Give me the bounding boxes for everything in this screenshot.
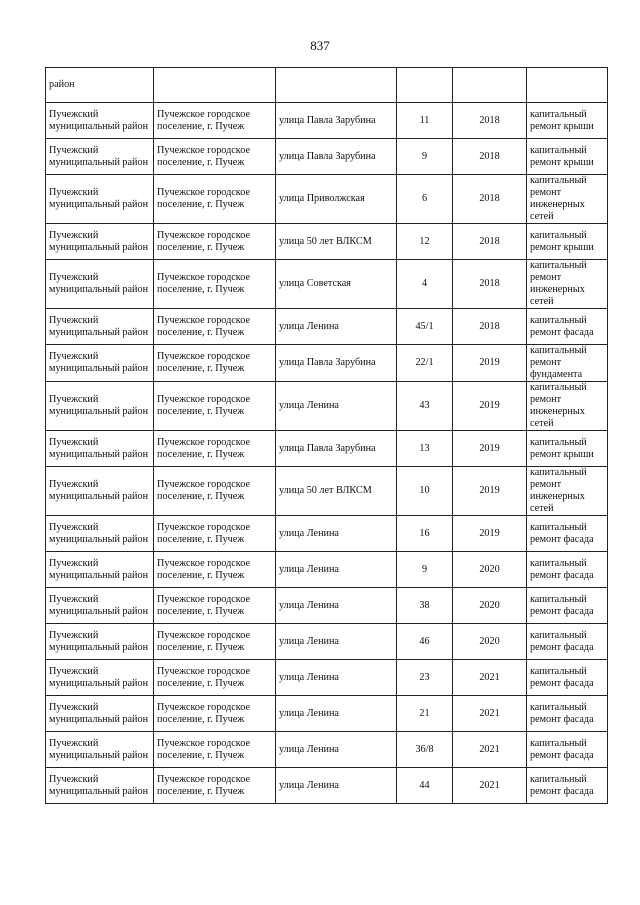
year-cell: 2018 [453, 309, 527, 345]
district-cell: Пучежский муниципальный район [46, 660, 154, 696]
house-cell: 43 [397, 382, 453, 431]
table-row [46, 467, 608, 516]
district-cell: район [46, 68, 154, 103]
street-cell: улица Ленина [276, 382, 397, 431]
district-cell: Пучежский муниципальный район [46, 260, 154, 309]
house-cell: 6 [397, 175, 453, 224]
year-cell: 2019 [453, 382, 527, 431]
street-cell: улица Ленина [276, 516, 397, 552]
work-cell: капитальный ремонт инженерных сетей [527, 175, 608, 224]
settlement-cell: Пучежское городское поселение, г. Пучеж [154, 260, 276, 309]
table-row [46, 624, 608, 660]
street-cell: улица Ленина [276, 552, 397, 588]
year-cell: 2021 [453, 768, 527, 804]
district-cell: Пучежский муниципальный район [46, 382, 154, 431]
settlement-cell: Пучежское городское поселение, г. Пучеж [154, 624, 276, 660]
street-cell [276, 68, 397, 103]
settlement-cell: Пучежское городское поселение, г. Пучеж [154, 696, 276, 732]
year-cell: 2019 [453, 431, 527, 467]
district-cell: Пучежский муниципальный район [46, 467, 154, 516]
year-cell: 2018 [453, 103, 527, 139]
district-cell: Пучежский муниципальный район [46, 696, 154, 732]
street-cell: улица Ленина [276, 696, 397, 732]
work-cell: капитальный ремонт фасада [527, 768, 608, 804]
work-cell: капитальный ремонт крыши [527, 224, 608, 260]
settlement-cell: Пучежское городское поселение, г. Пучеж [154, 139, 276, 175]
street-cell: улица Советская [276, 260, 397, 309]
work-cell: капитальный ремонт фасада [527, 309, 608, 345]
house-cell: 21 [397, 696, 453, 732]
street-cell: улица 50 лет ВЛКСМ [276, 224, 397, 260]
house-cell: 36/8 [397, 732, 453, 768]
page-number: 837 [310, 38, 330, 53]
settlement-cell: Пучежское городское поселение, г. Пучеж [154, 732, 276, 768]
house-cell [397, 68, 453, 103]
work-cell: капитальный ремонт инженерных сетей [527, 382, 608, 431]
work-cell: капитальный ремонт фундамента [527, 345, 608, 382]
table-row [46, 660, 608, 696]
district-cell: Пучежский муниципальный район [46, 309, 154, 345]
year-cell: 2018 [453, 175, 527, 224]
street-cell: улица Павла Зарубина [276, 103, 397, 139]
year-cell: 2020 [453, 588, 527, 624]
settlement-cell: Пучежское городское поселение, г. Пучеж [154, 103, 276, 139]
settlement-cell: Пучежское городское поселение, г. Пучеж [154, 768, 276, 804]
work-cell: капитальный ремонт крыши [527, 431, 608, 467]
house-cell: 13 [397, 431, 453, 467]
settlement-cell [154, 68, 276, 103]
settlement-cell: Пучежское городское поселение, г. Пучеж [154, 382, 276, 431]
settlement-cell: Пучежское городское поселение, г. Пучеж [154, 309, 276, 345]
settlement-cell: Пучежское городское поселение, г. Пучеж [154, 588, 276, 624]
table-row [46, 309, 608, 345]
street-cell: улица Ленина [276, 309, 397, 345]
district-cell: Пучежский муниципальный район [46, 552, 154, 588]
table-body [46, 68, 608, 804]
work-cell: капитальный ремонт фасада [527, 588, 608, 624]
house-cell: 38 [397, 588, 453, 624]
table-row [46, 516, 608, 552]
district-cell: Пучежский муниципальный район [46, 139, 154, 175]
district-cell: Пучежский муниципальный район [46, 624, 154, 660]
table-row [46, 139, 608, 175]
street-cell: улица Приволжская [276, 175, 397, 224]
house-cell: 46 [397, 624, 453, 660]
year-cell: 2018 [453, 260, 527, 309]
table-row [46, 588, 608, 624]
house-cell: 9 [397, 552, 453, 588]
year-cell: 2018 [453, 224, 527, 260]
work-cell: капитальный ремонт фасада [527, 516, 608, 552]
house-cell: 16 [397, 516, 453, 552]
year-cell: 2021 [453, 660, 527, 696]
table-row [46, 224, 608, 260]
street-cell: улица Ленина [276, 732, 397, 768]
house-cell: 4 [397, 260, 453, 309]
work-cell: капитальный ремонт фасада [527, 660, 608, 696]
year-cell: 2020 [453, 552, 527, 588]
settlement-cell: Пучежское городское поселение, г. Пучеж [154, 516, 276, 552]
work-cell: капитальный ремонт крыши [527, 139, 608, 175]
year-cell: 2021 [453, 696, 527, 732]
table-row [46, 345, 608, 382]
table-row [46, 696, 608, 732]
repair-schedule-table [45, 67, 608, 804]
work-cell: капитальный ремонт фасада [527, 732, 608, 768]
table-row [46, 431, 608, 467]
settlement-cell: Пучежское городское поселение, г. Пучеж [154, 345, 276, 382]
work-cell: капитальный ремонт инженерных сетей [527, 467, 608, 516]
settlement-cell: Пучежское городское поселение, г. Пучеж [154, 660, 276, 696]
house-cell: 9 [397, 139, 453, 175]
table-row-continued [46, 68, 608, 103]
work-cell: капитальный ремонт фасада [527, 696, 608, 732]
settlement-cell: Пучежское городское поселение, г. Пучеж [154, 431, 276, 467]
table-row [46, 382, 608, 431]
house-cell: 44 [397, 768, 453, 804]
table-row [46, 103, 608, 139]
year-cell: 2019 [453, 345, 527, 382]
year-cell [453, 68, 527, 103]
district-cell: Пучежский муниципальный район [46, 431, 154, 467]
work-cell: капитальный ремонт фасада [527, 624, 608, 660]
year-cell: 2019 [453, 516, 527, 552]
work-cell [527, 68, 608, 103]
table-row [46, 260, 608, 309]
year-cell: 2018 [453, 139, 527, 175]
house-cell: 12 [397, 224, 453, 260]
district-cell: Пучежский муниципальный район [46, 768, 154, 804]
house-cell: 45/1 [397, 309, 453, 345]
street-cell: улица Павла Зарубина [276, 345, 397, 382]
work-cell: капитальный ремонт инженерных сетей [527, 260, 608, 309]
district-cell: Пучежский муниципальный район [46, 732, 154, 768]
work-cell: капитальный ремонт крыши [527, 103, 608, 139]
street-cell: улица Павла Зарубина [276, 431, 397, 467]
year-cell: 2021 [453, 732, 527, 768]
table-row [46, 732, 608, 768]
house-cell: 11 [397, 103, 453, 139]
house-cell: 10 [397, 467, 453, 516]
year-cell: 2020 [453, 624, 527, 660]
settlement-cell: Пучежское городское поселение, г. Пучеж [154, 175, 276, 224]
street-cell: улица Ленина [276, 768, 397, 804]
district-cell: Пучежский муниципальный район [46, 224, 154, 260]
settlement-cell: Пучежское городское поселение, г. Пучеж [154, 552, 276, 588]
district-cell: Пучежский муниципальный район [46, 345, 154, 382]
district-cell: Пучежский муниципальный район [46, 175, 154, 224]
table-row [46, 768, 608, 804]
street-cell: улица 50 лет ВЛКСМ [276, 467, 397, 516]
year-cell: 2019 [453, 467, 527, 516]
settlement-cell: Пучежское городское поселение, г. Пучеж [154, 224, 276, 260]
table-row [46, 552, 608, 588]
house-cell: 22/1 [397, 345, 453, 382]
table-row [46, 175, 608, 224]
street-cell: улица Ленина [276, 660, 397, 696]
district-cell: Пучежский муниципальный район [46, 588, 154, 624]
district-cell: Пучежский муниципальный район [46, 516, 154, 552]
settlement-cell: Пучежское городское поселение, г. Пучеж [154, 467, 276, 516]
street-cell: улица Ленина [276, 588, 397, 624]
street-cell: улица Павла Зарубина [276, 139, 397, 175]
work-cell: капитальный ремонт фасада [527, 552, 608, 588]
district-cell: Пучежский муниципальный район [46, 103, 154, 139]
street-cell: улица Ленина [276, 624, 397, 660]
house-cell: 23 [397, 660, 453, 696]
